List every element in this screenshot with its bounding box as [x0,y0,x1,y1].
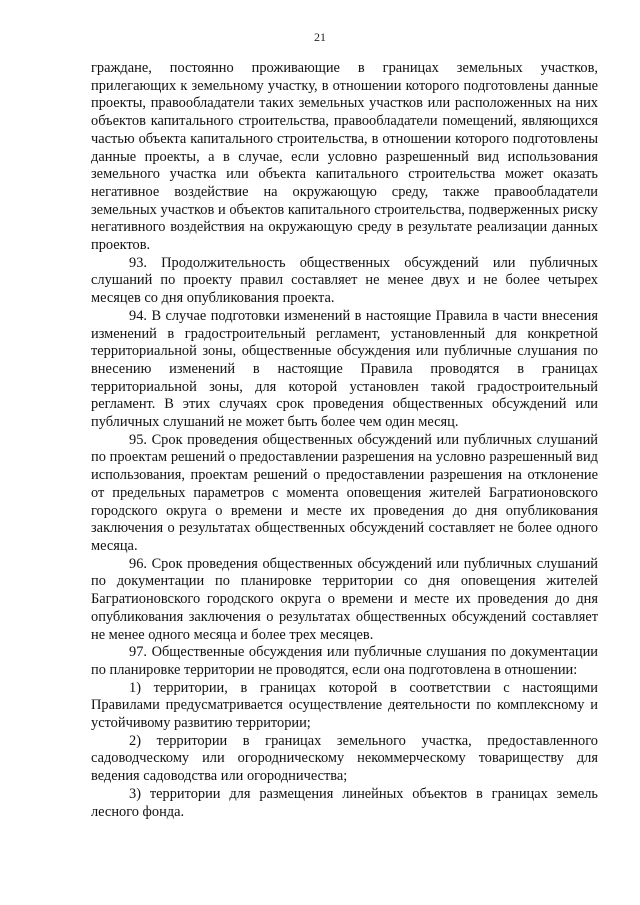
paragraph-93: 93. Продолжительность общественных обсуждений или публичных слушаний по проекту правил составляет не менее двух и не более четырех месяцев со дня опубликования проекта. [91,254,598,307]
list-item-2: 2) территории в границах земельного участка, предоставленного садоводческому или огородническому некоммерческому товариществу для ведения садоводства или огородничества; [91,732,598,785]
list-item-1: 1) территории, в границах которой в соответствии с настоящими Правилами предусматривается осуществление деятельности по комплексному и устойчивому развитию территории; [91,679,598,732]
list-item-3: 3) территории для размещения линейных объектов в границах земель лесного фонда. [91,785,598,820]
paragraph-continuation: граждане, постоянно проживающие в границах земельных участков, прилегающих к земельному участку, в отношении которого подготовлены данные проекты, правообладатели таких земельных участков или расположенных на них объектов капитального строительства, правообладатели помещений, являющихся частью объекта капитального строительства, в отношении которого подготовлены данные проекты, а в случае, если условно разрешенный вид использования земельного участка или объекта капитального строительства может оказать негативное воздействие на окружающую среду, также правообладатели земельных участков и объектов капитального строительства, подверженных риску негативного воздействия на окружающую среду в результате реализации данных проектов. [91,60,598,254]
paragraph-95: 95. Срок проведения общественных обсуждений или публичных слушаний по проектам решений о предоставлении разрешения на условно разрешенный вид использования, проектам решений о предоставлении разрешения на отклонение от предельных параметров с момента оповещения жителей Багратионовского городского округа о времени и месте их проведения до дня опубликования заключения о результатах общественных обсуждений составляет не более одного месяца. [91,431,598,554]
page-number: 21 [314,30,326,44]
paragraph-97: 97. Общественные обсуждения или публичные слушания по документации по планировке территории не проводятся, если она подготовлена в отношении: [91,644,598,678]
document-body [91,60,598,821]
paragraph-96: 96. Срок проведения общественных обсуждений или публичных слушаний по документации по планировке территории со дня оповещения жителей Багратионовского городского округа о времени и месте их проведения до дня опубликования заключения о результатах общественных обсуждений составляет не менее одного месяца и более трех месяцев. [91,555,598,643]
paragraph-94: 94. В случае подготовки изменений в настоящие Правила в части внесения изменений в градостроительный регламент, установленный для конкретной территориальной зоны, общественные обсуждения или публичные слушания по внесению изменений в настоящие Правила проводятся в границах территориальной зоны, для которой установлен такой градостроительный регламент. В этих случаях срок проведения общественных обсуждений или публичных слушаний не может быть более чем один месяц. [91,307,598,431]
